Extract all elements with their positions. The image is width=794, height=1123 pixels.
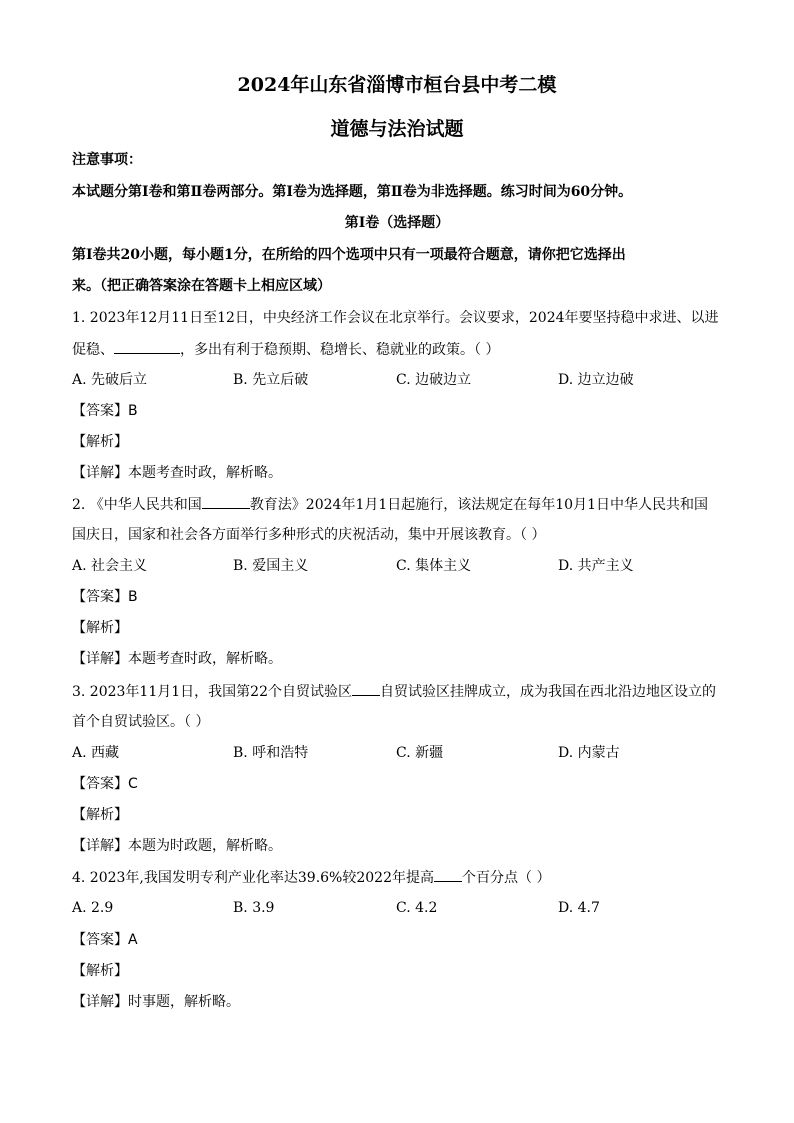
question-3-line-2: 首个自贸试验区。（ ） [72,714,210,730]
question-1-answer: 【答案】B [72,403,138,419]
question-1-line-1: 1. 2023年12月11日至12日，中央经济工作会议在北京举行。会议要求，2024年要坚持稳中求进、以进 [72,310,719,326]
option-a: A. 先破后立 [72,372,148,388]
option-a: A. 2.9 [72,900,114,916]
question-4-answer: 【答案】A [72,932,138,948]
question-1-detail: 【详解】本题考查时政，解析略。 [72,465,282,481]
option-a: A. 社会主义 [72,558,148,574]
option-b: B. 呼和浩特 [233,745,309,761]
section-title: 第Ⅰ卷（选择题） [344,215,450,231]
question-4-line-1: 4. 2023年,我国发明专利产业化率达39.6%较2022年提高 个百分点（ ） [72,867,732,888]
option-c: C. 4.2 [396,900,438,916]
question-4-detail: 【详解】时事题，解析略。 [72,994,240,1010]
question-2-line-2: 国庆日，国家和社会各方面举行多种形式的庆祝活动，集中开展该教育。（ ） [72,527,546,543]
question-3-answer: 【答案】C [72,776,138,792]
exam-title: 2024年山东省淄博市桓台县中考二模 [237,74,557,96]
section-instruction-1: 第Ⅰ卷共20小题，每小题1分，在所给的四个选项中只有一项最符合题意，请你把它选择出 [72,247,626,263]
option-c: C. 新疆 [396,745,444,761]
option-d: D. 4.7 [558,900,600,916]
option-d: D. 共产主义 [558,558,634,574]
question-4-analysis: 【解析】 [72,963,128,979]
question-3-analysis: 【解析】 [72,807,128,823]
option-a: A. 西藏 [72,745,120,761]
question-2-line-1: 2. 《中华人民共和国 教育法》2024年1月1日起施行，该法规定在每年10月1日中华人民共和国 [72,494,732,515]
question-1-analysis: 【解析】 [72,434,128,450]
option-c: C. 边破边立 [396,372,472,388]
answer-blank [114,339,180,354]
section-instruction-2: 来。（把正确答案涂在答题卡上相应区域） [72,278,331,294]
question-2-analysis: 【解析】 [72,620,128,636]
option-b: B. 3.9 [233,900,275,916]
answer-blank [434,867,462,882]
question-1-line-2: 促稳、 ，多出有利于稳预期、稳增长、稳就业的政策。（ ） [72,339,732,360]
option-b: B. 先立后破 [233,372,309,388]
question-2-answer: 【答案】B [72,589,138,605]
answer-blank [352,681,380,696]
option-c: C. 集体主义 [396,558,472,574]
answer-blank [202,494,250,509]
option-b: B. 爱国主义 [233,558,309,574]
question-2-detail: 【详解】本题考查时政，解析略。 [72,651,282,667]
question-3-detail: 【详解】本题为时政题，解析略。 [72,838,282,854]
notes-text: 本试题分第Ⅰ卷和第Ⅱ卷两部分。第Ⅰ卷为选择题，第Ⅱ卷为非选择题。练习时间为60分钟。 [72,184,633,200]
option-d: D. 内蒙古 [558,745,620,761]
question-3-line-1: 3. 2023年11月1日，我国第22个自贸试验区 自贸试验区挂牌成立，成为我国在西北沿边地区设立的 [72,681,732,702]
notes-heading: 注意事项： [72,152,142,168]
option-d: D. 边立边破 [558,372,634,388]
exam-subtitle: 道德与法治试题 [330,118,464,140]
